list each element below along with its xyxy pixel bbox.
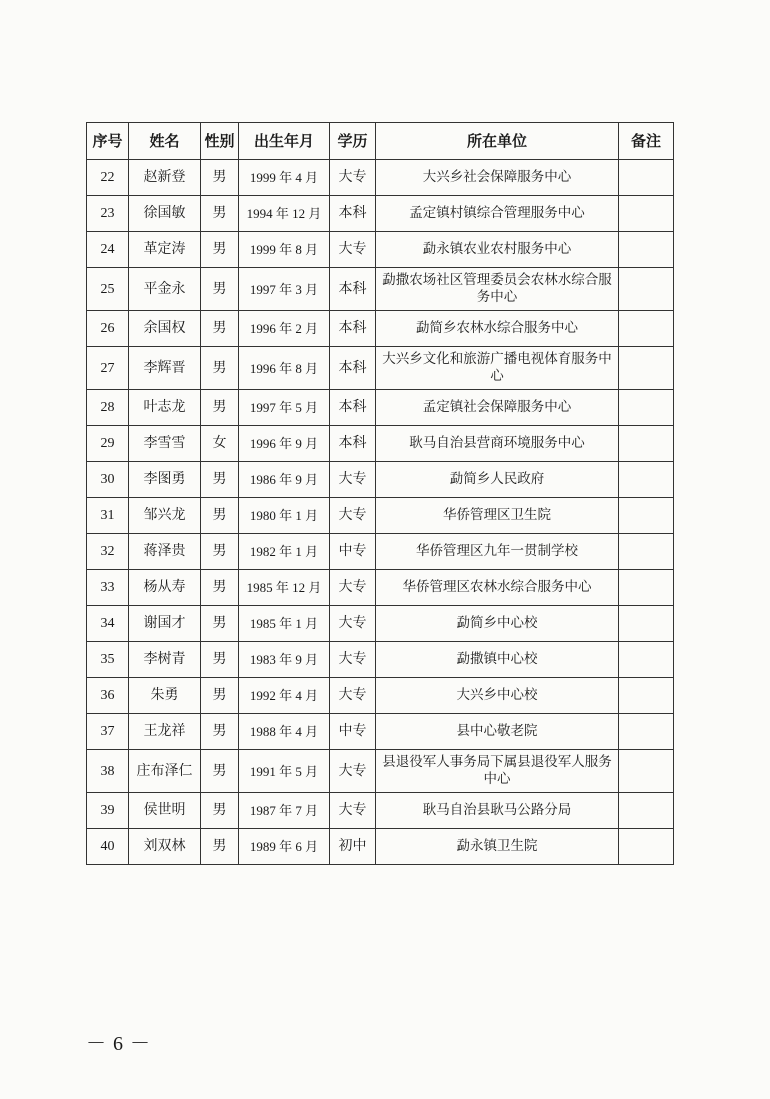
cell-name: 刘双林 [129, 829, 201, 865]
cell-remarks [619, 160, 674, 196]
cell-gender: 男 [201, 534, 239, 570]
cell-education: 大专 [330, 232, 376, 268]
cell-unit: 大兴乡文化和旅游广播电视体育服务中心 [376, 347, 619, 390]
table-row [87, 347, 674, 390]
table-row [87, 714, 674, 750]
cell-seq: 34 [87, 606, 129, 642]
cell-education: 本科 [330, 390, 376, 426]
cell-birth: 1997 年 5 月 [239, 390, 330, 426]
cell-name: 余国权 [129, 311, 201, 347]
cell-remarks [619, 534, 674, 570]
cell-birth: 1996 年 8 月 [239, 347, 330, 390]
cell-remarks [619, 462, 674, 498]
cell-birth: 1992 年 4 月 [239, 678, 330, 714]
cell-name: 李图勇 [129, 462, 201, 498]
cell-seq: 28 [87, 390, 129, 426]
cell-remarks [619, 714, 674, 750]
table-row [87, 642, 674, 678]
cell-education: 中专 [330, 534, 376, 570]
cell-name: 徐国敏 [129, 196, 201, 232]
cell-seq: 23 [87, 196, 129, 232]
cell-gender: 男 [201, 606, 239, 642]
cell-birth: 1986 年 9 月 [239, 462, 330, 498]
cell-education: 本科 [330, 268, 376, 311]
cell-education: 中专 [330, 714, 376, 750]
table-row [87, 462, 674, 498]
cell-gender: 男 [201, 160, 239, 196]
header-remarks: 备注 [619, 123, 674, 160]
header-education: 学历 [330, 123, 376, 160]
cell-education: 本科 [330, 426, 376, 462]
cell-unit: 勐简乡农林水综合服务中心 [376, 311, 619, 347]
cell-name: 李树青 [129, 642, 201, 678]
cell-education: 大专 [330, 498, 376, 534]
cell-remarks [619, 498, 674, 534]
cell-name: 李辉晋 [129, 347, 201, 390]
cell-seq: 22 [87, 160, 129, 196]
table-row [87, 498, 674, 534]
cell-seq: 39 [87, 793, 129, 829]
cell-birth: 1980 年 1 月 [239, 498, 330, 534]
cell-seq: 31 [87, 498, 129, 534]
cell-gender: 男 [201, 678, 239, 714]
cell-unit: 勐撒镇中心校 [376, 642, 619, 678]
cell-birth: 1996 年 9 月 [239, 426, 330, 462]
cell-unit: 勐简乡中心校 [376, 606, 619, 642]
cell-remarks [619, 347, 674, 390]
cell-education: 大专 [330, 606, 376, 642]
table-row [87, 196, 674, 232]
cell-seq: 25 [87, 268, 129, 311]
header-unit: 所在单位 [376, 123, 619, 160]
cell-unit: 勐撒农场社区管理委员会农林水综合服务中心 [376, 268, 619, 311]
cell-seq: 24 [87, 232, 129, 268]
cell-seq: 26 [87, 311, 129, 347]
cell-remarks [619, 268, 674, 311]
cell-remarks [619, 196, 674, 232]
cell-seq: 30 [87, 462, 129, 498]
cell-remarks [619, 678, 674, 714]
cell-remarks [619, 426, 674, 462]
cell-unit: 孟定镇村镇综合管理服务中心 [376, 196, 619, 232]
table-row [87, 311, 674, 347]
cell-unit: 勐简乡人民政府 [376, 462, 619, 498]
cell-birth: 1994 年 12 月 [239, 196, 330, 232]
table-row [87, 793, 674, 829]
table-row [87, 160, 674, 196]
cell-birth: 1989 年 6 月 [239, 829, 330, 865]
cell-seq: 35 [87, 642, 129, 678]
cell-gender: 男 [201, 642, 239, 678]
cell-name: 杨从寿 [129, 570, 201, 606]
table-row [87, 232, 674, 268]
cell-gender: 男 [201, 311, 239, 347]
cell-birth: 1997 年 3 月 [239, 268, 330, 311]
cell-name: 王龙祥 [129, 714, 201, 750]
cell-gender: 男 [201, 750, 239, 793]
header-name: 姓名 [129, 123, 201, 160]
cell-education: 本科 [330, 347, 376, 390]
cell-seq: 32 [87, 534, 129, 570]
header-row [87, 123, 674, 160]
cell-birth: 1991 年 5 月 [239, 750, 330, 793]
cell-birth: 1983 年 9 月 [239, 642, 330, 678]
table-row [87, 268, 674, 311]
cell-unit: 县退役军人事务局下属县退役军人服务中心 [376, 750, 619, 793]
cell-remarks [619, 606, 674, 642]
header-seq: 序号 [87, 123, 129, 160]
cell-name: 庄布泽仁 [129, 750, 201, 793]
page-number: － 6 － [86, 1033, 151, 1055]
cell-seq: 36 [87, 678, 129, 714]
cell-education: 本科 [330, 311, 376, 347]
cell-remarks [619, 642, 674, 678]
table-row [87, 426, 674, 462]
cell-name: 赵新登 [129, 160, 201, 196]
table-row [87, 606, 674, 642]
cell-education: 本科 [330, 196, 376, 232]
cell-education: 大专 [330, 750, 376, 793]
table-row [87, 570, 674, 606]
cell-seq: 27 [87, 347, 129, 390]
cell-education: 大专 [330, 570, 376, 606]
cell-unit: 华侨管理区九年一贯制学校 [376, 534, 619, 570]
cell-name: 蒋泽贵 [129, 534, 201, 570]
roster-table [86, 122, 674, 865]
cell-education: 大专 [330, 462, 376, 498]
cell-remarks [619, 570, 674, 606]
cell-unit: 大兴乡中心校 [376, 678, 619, 714]
cell-name: 革定涛 [129, 232, 201, 268]
cell-gender: 男 [201, 196, 239, 232]
cell-seq: 38 [87, 750, 129, 793]
cell-birth: 1999 年 4 月 [239, 160, 330, 196]
cell-birth: 1987 年 7 月 [239, 793, 330, 829]
header-birth: 出生年月 [239, 123, 330, 160]
cell-remarks [619, 311, 674, 347]
cell-name: 侯世明 [129, 793, 201, 829]
cell-seq: 40 [87, 829, 129, 865]
cell-name: 平金永 [129, 268, 201, 311]
cell-name: 邹兴龙 [129, 498, 201, 534]
cell-name: 叶志龙 [129, 390, 201, 426]
cell-birth: 1982 年 1 月 [239, 534, 330, 570]
table-row [87, 390, 674, 426]
cell-unit: 耿马自治县营商环境服务中心 [376, 426, 619, 462]
cell-unit: 勐永镇农业农村服务中心 [376, 232, 619, 268]
cell-remarks [619, 232, 674, 268]
cell-birth: 1985 年 1 月 [239, 606, 330, 642]
cell-unit: 耿马自治县耿马公路分局 [376, 793, 619, 829]
cell-birth: 1996 年 2 月 [239, 311, 330, 347]
cell-unit: 孟定镇社会保障服务中心 [376, 390, 619, 426]
table-row [87, 829, 674, 865]
cell-unit: 大兴乡社会保障服务中心 [376, 160, 619, 196]
cell-education: 大专 [330, 642, 376, 678]
cell-name: 朱勇 [129, 678, 201, 714]
cell-unit: 华侨管理区卫生院 [376, 498, 619, 534]
cell-unit: 县中心敬老院 [376, 714, 619, 750]
cell-gender: 男 [201, 570, 239, 606]
cell-birth: 1985 年 12 月 [239, 570, 330, 606]
cell-remarks [619, 793, 674, 829]
cell-seq: 37 [87, 714, 129, 750]
header-gender: 性别 [201, 123, 239, 160]
cell-gender: 男 [201, 714, 239, 750]
cell-seq: 29 [87, 426, 129, 462]
cell-gender: 男 [201, 232, 239, 268]
cell-name: 李雪雪 [129, 426, 201, 462]
cell-birth: 1988 年 4 月 [239, 714, 330, 750]
cell-gender: 男 [201, 462, 239, 498]
table-row [87, 750, 674, 793]
cell-gender: 女 [201, 426, 239, 462]
cell-gender: 男 [201, 347, 239, 390]
cell-education: 大专 [330, 793, 376, 829]
cell-remarks [619, 390, 674, 426]
cell-seq: 33 [87, 570, 129, 606]
cell-remarks [619, 750, 674, 793]
cell-gender: 男 [201, 793, 239, 829]
cell-unit: 勐永镇卫生院 [376, 829, 619, 865]
cell-remarks [619, 829, 674, 865]
table-row [87, 678, 674, 714]
cell-birth: 1999 年 8 月 [239, 232, 330, 268]
table-body [87, 160, 674, 865]
table-row [87, 534, 674, 570]
cell-gender: 男 [201, 390, 239, 426]
cell-education: 大专 [330, 678, 376, 714]
cell-gender: 男 [201, 498, 239, 534]
cell-name: 谢国才 [129, 606, 201, 642]
cell-education: 大专 [330, 160, 376, 196]
cell-gender: 男 [201, 268, 239, 311]
cell-education: 初中 [330, 829, 376, 865]
cell-gender: 男 [201, 829, 239, 865]
cell-unit: 华侨管理区农林水综合服务中心 [376, 570, 619, 606]
